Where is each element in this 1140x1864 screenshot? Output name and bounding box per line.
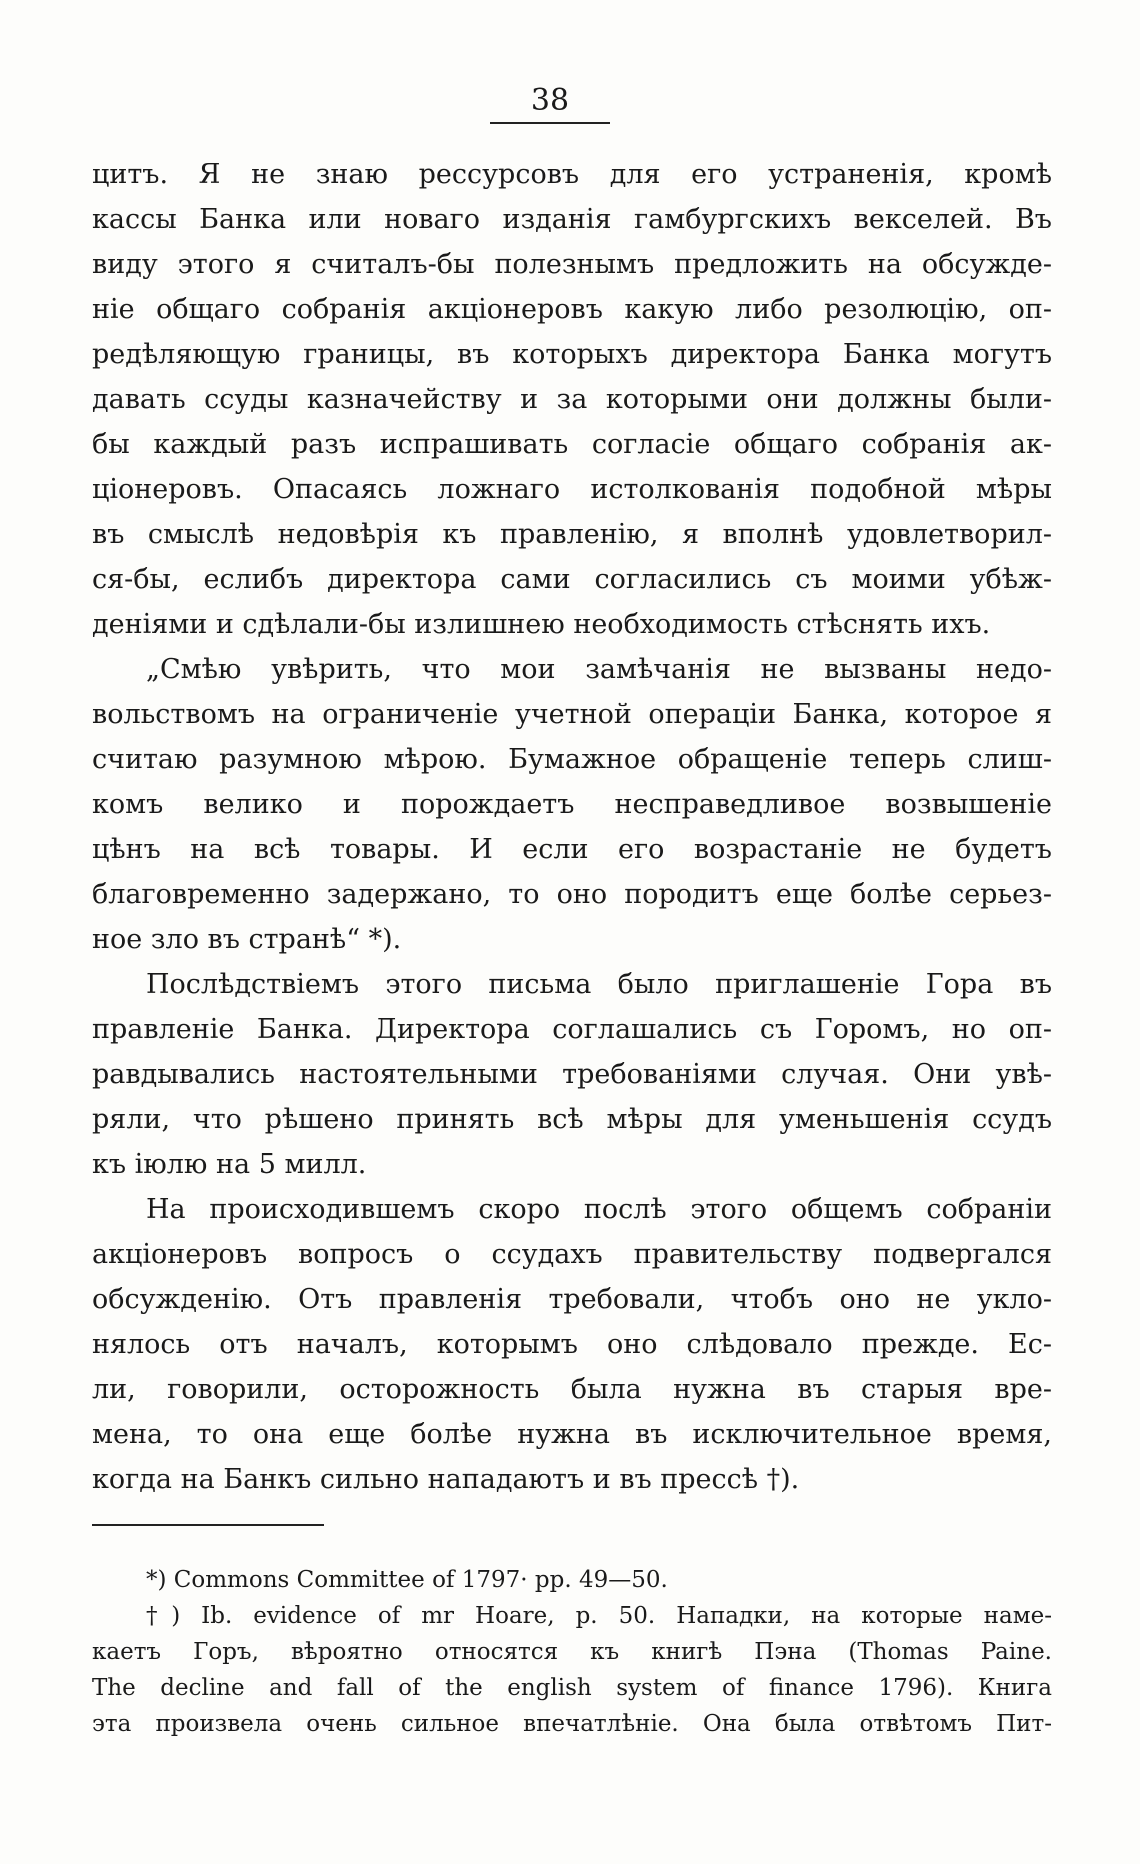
text-line: Послѣдствіемъ этого письма было приглашеніе Гора въ	[146, 969, 1052, 1000]
text-line: правленіе Банка. Директора соглашались съ Горомъ, но оп-	[92, 1014, 1052, 1045]
footnote-2	[92, 1598, 1052, 1742]
footnote-line: каетъ Горъ, вѣроятно относятся къ книгѣ Пэна (Thomas Paine.	[92, 1639, 1052, 1665]
text-line: бы каждый разъ испрашивать согласіе общаго собранія ак-	[92, 429, 1052, 460]
footnote-line: †) Ib. evidence of mr Hoare, p. 50. Нападки, на которые наме-	[146, 1603, 1052, 1629]
text-line: вольствомъ на ограниченіе учетной операціи Банка, которое я	[92, 699, 1052, 730]
paragraph-1	[92, 152, 1052, 647]
text-line: считаю разумною мѣрою. Бумажное обращеніе теперь слиш-	[92, 744, 1052, 775]
text-line: къ іюлю на 5 милл.	[92, 1149, 367, 1180]
text-line: равдывались настоятельными требованіями случая. Они увѣ-	[92, 1059, 1052, 1090]
text-line: ніе общаго собранія акціонеровъ какую либо резолюцію, оп-	[92, 294, 1052, 325]
text-line: ціонеровъ. Опасаясь ложнаго истолкованія подобной мѣры	[92, 474, 1052, 505]
paragraph-2	[92, 647, 1052, 962]
text-line: ряли, что рѣшено принять всѣ мѣры для уменьшенія ссудъ	[92, 1104, 1052, 1135]
text-line: виду этого я считалъ-бы полезнымъ предложить на обсужде-	[92, 249, 1052, 280]
text-line: редѣляющую границы, въ которыхъ директора Банка могутъ	[92, 339, 1052, 370]
text-line: На происходившемъ скоро послѣ этого общемъ собраніи	[146, 1194, 1052, 1225]
text-line: комъ велико и порождаетъ несправедливое возвышеніе	[92, 789, 1052, 820]
text-line: давать ссуды казначейству и за которыми они должны были-	[92, 384, 1052, 415]
footnote-line: The decline and fall of the english system of finance 1796). Книга	[92, 1675, 1052, 1701]
text-line: цѣнъ на всѣ товары. И если его возрастаніе не будетъ	[92, 834, 1052, 865]
text-line: обсужденію. Отъ правленія требовали, чтобъ оно не укло-	[92, 1284, 1052, 1315]
text-line: ли, говорили, осторожность была нужна въ старыя вре-	[92, 1374, 1052, 1405]
text-line: въ смыслѣ недовѣрія къ правленію, я вполнѣ удовлетворил-	[92, 519, 1052, 550]
text-line: ное зло въ странѣ“ *).	[92, 924, 402, 955]
text-line: деніями и сдѣлали-бы излишнею необходимость стѣснять ихъ.	[92, 609, 991, 640]
text-line: цитъ. Я не знаю рессурсовъ для его устраненія, кромѣ	[92, 159, 1052, 190]
paragraph-3	[92, 962, 1052, 1187]
text-line: когда на Банкъ сильно нападаютъ и въ прессѣ †).	[92, 1464, 800, 1495]
text-line: благовременно задержано, то оно породитъ еще болѣе серьез-	[92, 879, 1052, 910]
text-line: „Смѣю увѣрить, что мои замѣчанія не вызваны недо-	[146, 654, 1052, 685]
text-line: акціонеровъ вопросъ о ссудахъ правительству подвергался	[92, 1239, 1052, 1270]
footnote-divider	[92, 1524, 324, 1526]
footnotes	[92, 1562, 1052, 1742]
text-line: ся-бы, еслибъ директора сами согласились съ моими убѣж-	[92, 564, 1052, 595]
text-line: мена, то она еще болѣе нужна въ исключительное время,	[92, 1419, 1052, 1450]
footnote-1	[92, 1562, 1052, 1598]
footnote-line: эта произвела очень сильное впечатлѣніе. Она была отвѣтомъ Пит-	[92, 1711, 1052, 1737]
text-line: кассы Банка или новаго изданія гамбургскихъ векселей. Въ	[92, 204, 1052, 235]
body-text	[92, 152, 1052, 1502]
page-number: 38	[490, 84, 610, 124]
text-line: нялось отъ началъ, которымъ оно слѣдовало прежде. Ес-	[92, 1329, 1052, 1360]
paragraph-4	[92, 1187, 1052, 1502]
footnote-line: *) Commons Committee of 1797· pp. 49—50.	[146, 1567, 668, 1593]
